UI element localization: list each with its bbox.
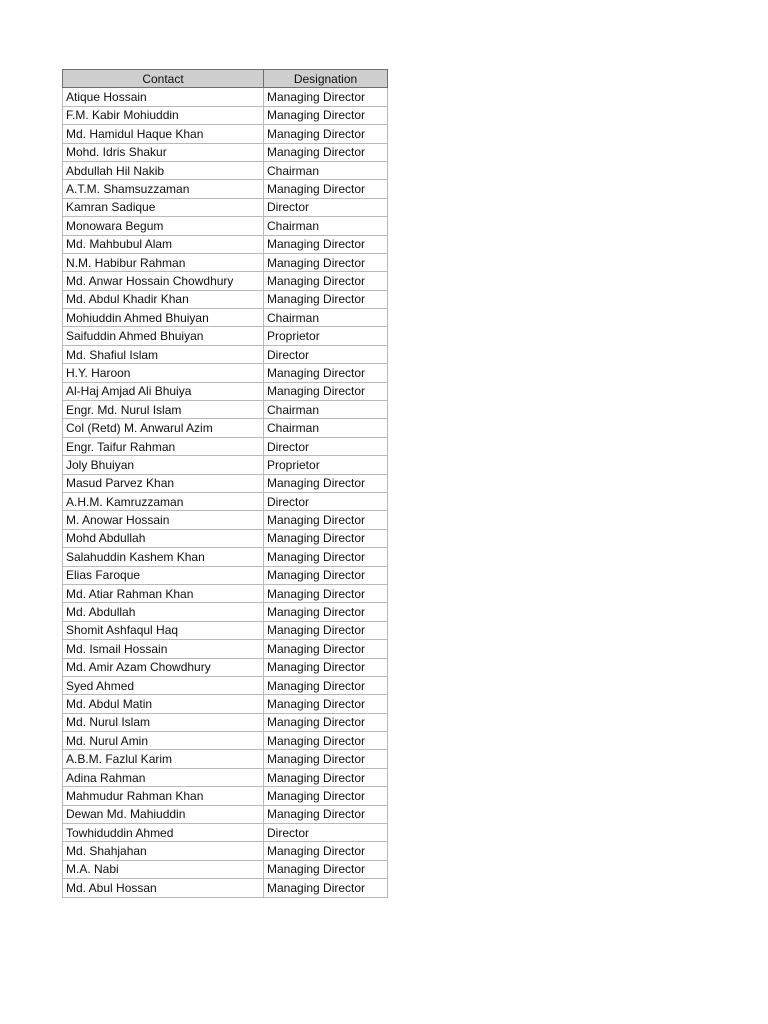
designation-cell: Managing Director	[264, 272, 388, 290]
contact-cell: Mahmudur Rahman Khan	[63, 787, 264, 805]
designation-column-header: Designation	[264, 70, 388, 88]
designation-cell: Director	[264, 198, 388, 216]
table-row	[63, 584, 388, 602]
designation-cell: Managing Director	[264, 290, 388, 308]
designation-cell: Managing Director	[264, 658, 388, 676]
table-row	[63, 253, 388, 271]
table-row	[63, 511, 388, 529]
designation-cell: Proprietor	[264, 456, 388, 474]
table-row	[63, 787, 388, 805]
designation-cell: Managing Director	[264, 768, 388, 786]
contact-cell: N.M. Habibur Rahman	[63, 253, 264, 271]
contact-cell: Md. Abul Hossan	[63, 879, 264, 897]
designation-cell: Managing Director	[264, 180, 388, 198]
designation-cell: Director	[264, 824, 388, 842]
contact-cell: Md. Amir Azam Chowdhury	[63, 658, 264, 676]
table-row	[63, 474, 388, 492]
contact-cell: Syed Ahmed	[63, 676, 264, 694]
contact-cell: Md. Abdul Matin	[63, 695, 264, 713]
contact-cell: Md. Shafiul Islam	[63, 345, 264, 363]
contact-cell: M. Anowar Hossain	[63, 511, 264, 529]
contact-cell: Shomit Ashfaqul Haq	[63, 621, 264, 639]
table-row	[63, 548, 388, 566]
table-row	[63, 529, 388, 547]
table-row	[63, 401, 388, 419]
table-row	[63, 824, 388, 842]
contact-cell: Monowara Begum	[63, 217, 264, 235]
contact-cell: Md. Abdul Khadir Khan	[63, 290, 264, 308]
contact-cell: Col (Retd) M. Anwarul Azim	[63, 419, 264, 437]
contact-cell: Adina Rahman	[63, 768, 264, 786]
designation-cell: Proprietor	[264, 327, 388, 345]
designation-cell: Managing Director	[264, 860, 388, 878]
contact-cell: Masud Parvez Khan	[63, 474, 264, 492]
table-row	[63, 492, 388, 510]
contact-cell: Mohd Abdullah	[63, 529, 264, 547]
designation-cell: Managing Director	[264, 787, 388, 805]
contact-cell: Abdullah Hil Nakib	[63, 161, 264, 179]
designation-cell: Managing Director	[264, 566, 388, 584]
table-row	[63, 290, 388, 308]
table-row	[63, 217, 388, 235]
contact-designation-table	[62, 69, 388, 898]
designation-cell: Director	[264, 492, 388, 510]
designation-cell: Chairman	[264, 309, 388, 327]
designation-cell: Managing Director	[264, 842, 388, 860]
table-row	[63, 879, 388, 897]
contact-cell: Towhiduddin Ahmed	[63, 824, 264, 842]
table-row	[63, 143, 388, 161]
table-header-row	[63, 70, 388, 88]
table-row	[63, 603, 388, 621]
table-row	[63, 235, 388, 253]
designation-cell: Managing Director	[264, 235, 388, 253]
table-row	[63, 309, 388, 327]
contact-cell: Md. Nurul Amin	[63, 732, 264, 750]
contact-cell: Mohd. Idris Shakur	[63, 143, 264, 161]
contact-cell: Elias Faroque	[63, 566, 264, 584]
contact-cell: Dewan Md. Mahiuddin	[63, 805, 264, 823]
contact-cell: Saifuddin Ahmed Bhuiyan	[63, 327, 264, 345]
contact-cell: Atique Hossain	[63, 88, 264, 106]
contact-cell: Mohiuddin Ahmed Bhuiyan	[63, 309, 264, 327]
designation-cell: Managing Director	[264, 88, 388, 106]
contact-cell: Md. Abdullah	[63, 603, 264, 621]
table-row	[63, 456, 388, 474]
designation-cell: Managing Director	[264, 253, 388, 271]
designation-cell: Managing Director	[264, 732, 388, 750]
table-row	[63, 106, 388, 124]
contact-cell: F.M. Kabir Mohiuddin	[63, 106, 264, 124]
table-row	[63, 125, 388, 143]
designation-cell: Managing Director	[264, 382, 388, 400]
table-row	[63, 88, 388, 106]
table-row	[63, 566, 388, 584]
designation-cell: Managing Director	[264, 805, 388, 823]
table-body	[63, 88, 388, 897]
table-row	[63, 621, 388, 639]
designation-cell: Managing Director	[264, 879, 388, 897]
contact-cell: Md. Nurul Islam	[63, 713, 264, 731]
designation-cell: Managing Director	[264, 548, 388, 566]
designation-cell: Managing Director	[264, 143, 388, 161]
table-row	[63, 658, 388, 676]
table-row	[63, 382, 388, 400]
table-row	[63, 161, 388, 179]
designation-cell: Chairman	[264, 419, 388, 437]
contact-cell: Md. Ismail Hossain	[63, 640, 264, 658]
table-row	[63, 732, 388, 750]
contact-cell: Md. Atiar Rahman Khan	[63, 584, 264, 602]
table-row	[63, 180, 388, 198]
designation-cell: Managing Director	[264, 364, 388, 382]
table-row	[63, 842, 388, 860]
contact-cell: Joly Bhuiyan	[63, 456, 264, 474]
contact-cell: Kamran Sadique	[63, 198, 264, 216]
table-row	[63, 364, 388, 382]
table-row	[63, 713, 388, 731]
table-row	[63, 327, 388, 345]
table-row	[63, 805, 388, 823]
designation-cell: Managing Director	[264, 713, 388, 731]
designation-cell: Managing Director	[264, 106, 388, 124]
contact-cell: Md. Mahbubul Alam	[63, 235, 264, 253]
designation-cell: Director	[264, 437, 388, 455]
contact-cell: A.H.M. Kamruzzaman	[63, 492, 264, 510]
designation-cell: Managing Director	[264, 750, 388, 768]
contact-cell: A.B.M. Fazlul Karim	[63, 750, 264, 768]
contact-cell: M.A. Nabi	[63, 860, 264, 878]
table-row	[63, 768, 388, 786]
designation-cell: Managing Director	[264, 695, 388, 713]
designation-cell: Chairman	[264, 161, 388, 179]
contact-cell: A.T.M. Shamsuzzaman	[63, 180, 264, 198]
contact-cell: Salahuddin Kashem Khan	[63, 548, 264, 566]
table-row	[63, 640, 388, 658]
contact-cell: Al-Haj Amjad Ali Bhuiya	[63, 382, 264, 400]
table-row	[63, 860, 388, 878]
designation-cell: Chairman	[264, 401, 388, 419]
designation-cell: Director	[264, 345, 388, 363]
designation-cell: Managing Director	[264, 529, 388, 547]
contact-cell: H.Y. Haroon	[63, 364, 264, 382]
table-row	[63, 345, 388, 363]
table-row	[63, 419, 388, 437]
designation-cell: Managing Director	[264, 125, 388, 143]
table-row	[63, 272, 388, 290]
designation-cell: Managing Director	[264, 603, 388, 621]
contact-cell: Md. Anwar Hossain Chowdhury	[63, 272, 264, 290]
contact-cell: Engr. Taifur Rahman	[63, 437, 264, 455]
contact-cell: Engr. Md. Nurul Islam	[63, 401, 264, 419]
designation-cell: Managing Director	[264, 511, 388, 529]
designation-cell: Chairman	[264, 217, 388, 235]
table-row	[63, 750, 388, 768]
designation-cell: Managing Director	[264, 584, 388, 602]
contact-cell: Md. Hamidul Haque Khan	[63, 125, 264, 143]
designation-cell: Managing Director	[264, 676, 388, 694]
contact-column-header: Contact	[63, 70, 264, 88]
table-row	[63, 198, 388, 216]
designation-cell: Managing Director	[264, 474, 388, 492]
table-row	[63, 437, 388, 455]
table-row	[63, 695, 388, 713]
designation-cell: Managing Director	[264, 640, 388, 658]
contact-cell: Md. Shahjahan	[63, 842, 264, 860]
table-row	[63, 676, 388, 694]
designation-cell: Managing Director	[264, 621, 388, 639]
